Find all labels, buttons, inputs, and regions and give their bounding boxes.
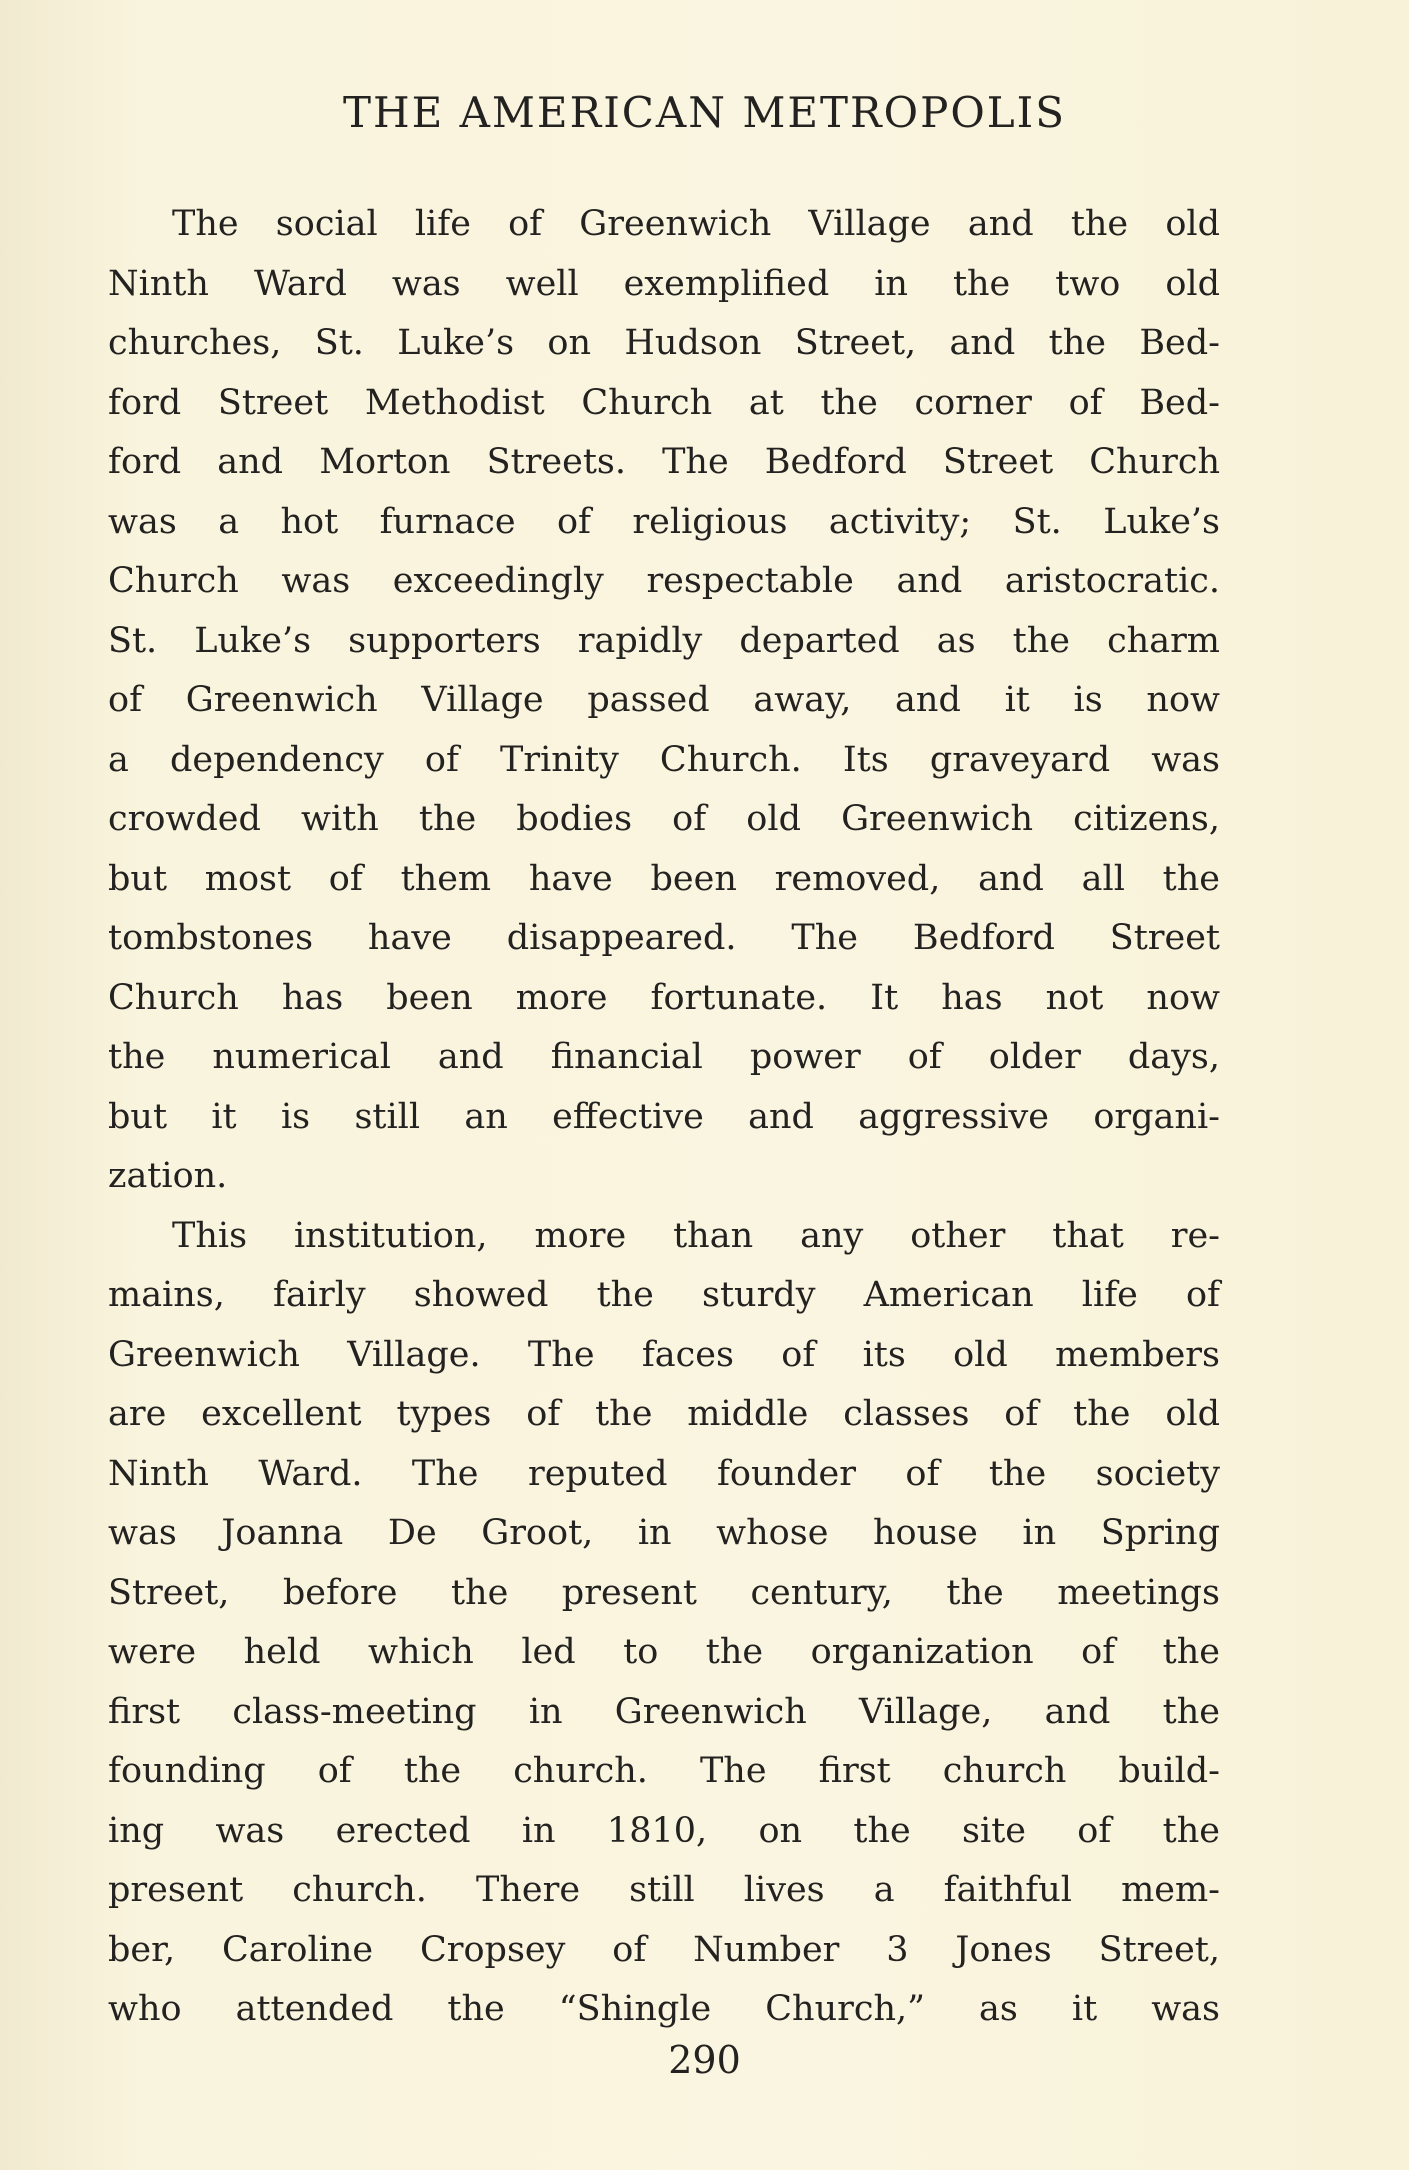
text-line: was Joanna De Groot, in whose house in Spring xyxy=(108,1513,1220,1553)
text-line: Church was exceedingly respectable and aristocratic. xyxy=(108,561,1220,601)
text-line: were held which led to the organization of the xyxy=(108,1632,1220,1672)
text-line: churches, St. Luke’s on Hudson Street, and the Bed- xyxy=(108,323,1220,363)
text-line: are excellent types of the middle classes of the old xyxy=(108,1394,1220,1434)
text-line: ber, Caroline Cropsey of Number 3 Jones Street, xyxy=(108,1929,1220,1970)
text-line: The social life of Greenwich Village and the old xyxy=(172,204,1220,244)
text-line: who attended the “Shingle Church,” as it was xyxy=(108,1989,1220,2029)
text-line: founding of the church. The first church build- xyxy=(108,1751,1220,1791)
text-line: St. Luke’s supporters rapidly departed as the charm xyxy=(108,620,1220,661)
paragraph-2 xyxy=(108,1207,1220,2040)
text-line: but it is still an effective and aggressive organi- xyxy=(108,1096,1220,1137)
body-text xyxy=(108,195,1220,2040)
text-line: Ninth Ward was well exemplified in the two old xyxy=(108,263,1220,304)
text-line: tombstones have disappeared. The Bedford Street xyxy=(108,918,1220,958)
text-line: ing was erected in 1810, on the site of the xyxy=(108,1810,1220,1851)
paragraph-1 xyxy=(108,195,1220,1207)
text-line: ford Street Methodist Church at the corner of Bed- xyxy=(108,382,1220,423)
text-line: a dependency of Trinity Church. Its graveyard was xyxy=(108,739,1220,780)
text-line: Church has been more fortunate. It has not now xyxy=(108,977,1220,1018)
text-line: crowded with the bodies of old Greenwich citizens, xyxy=(108,799,1220,839)
text-line: present church. There still lives a faithful mem- xyxy=(108,1870,1220,1910)
text-line: mains, fairly showed the sturdy American life of xyxy=(108,1275,1220,1315)
text-line: but most of them have been removed, and all the xyxy=(108,858,1220,899)
text-line: was a hot furnace of religious activity; St. Luke’s xyxy=(108,501,1220,542)
text-line: zation. xyxy=(108,1156,228,1196)
text-line: Ninth Ward. The reputed founder of the society xyxy=(108,1453,1220,1494)
text-line: of Greenwich Village passed away, and it is now xyxy=(108,680,1220,720)
text-line: Street, before the present century, the meetings xyxy=(108,1572,1220,1613)
text-line: This institution, more than any other that re- xyxy=(172,1215,1220,1256)
page-number: 290 xyxy=(668,2038,741,2082)
text-line: Greenwich Village. The faces of its old members xyxy=(108,1334,1220,1375)
text-line: the numerical and financial power of older days, xyxy=(108,1037,1220,1077)
text-line: ford and Morton Streets. The Bedford Street Church xyxy=(108,442,1220,482)
running-head: THE AMERICAN METROPOLIS xyxy=(342,88,1067,137)
text-line: first class-meeting in Greenwich Village, and the xyxy=(108,1691,1220,1732)
